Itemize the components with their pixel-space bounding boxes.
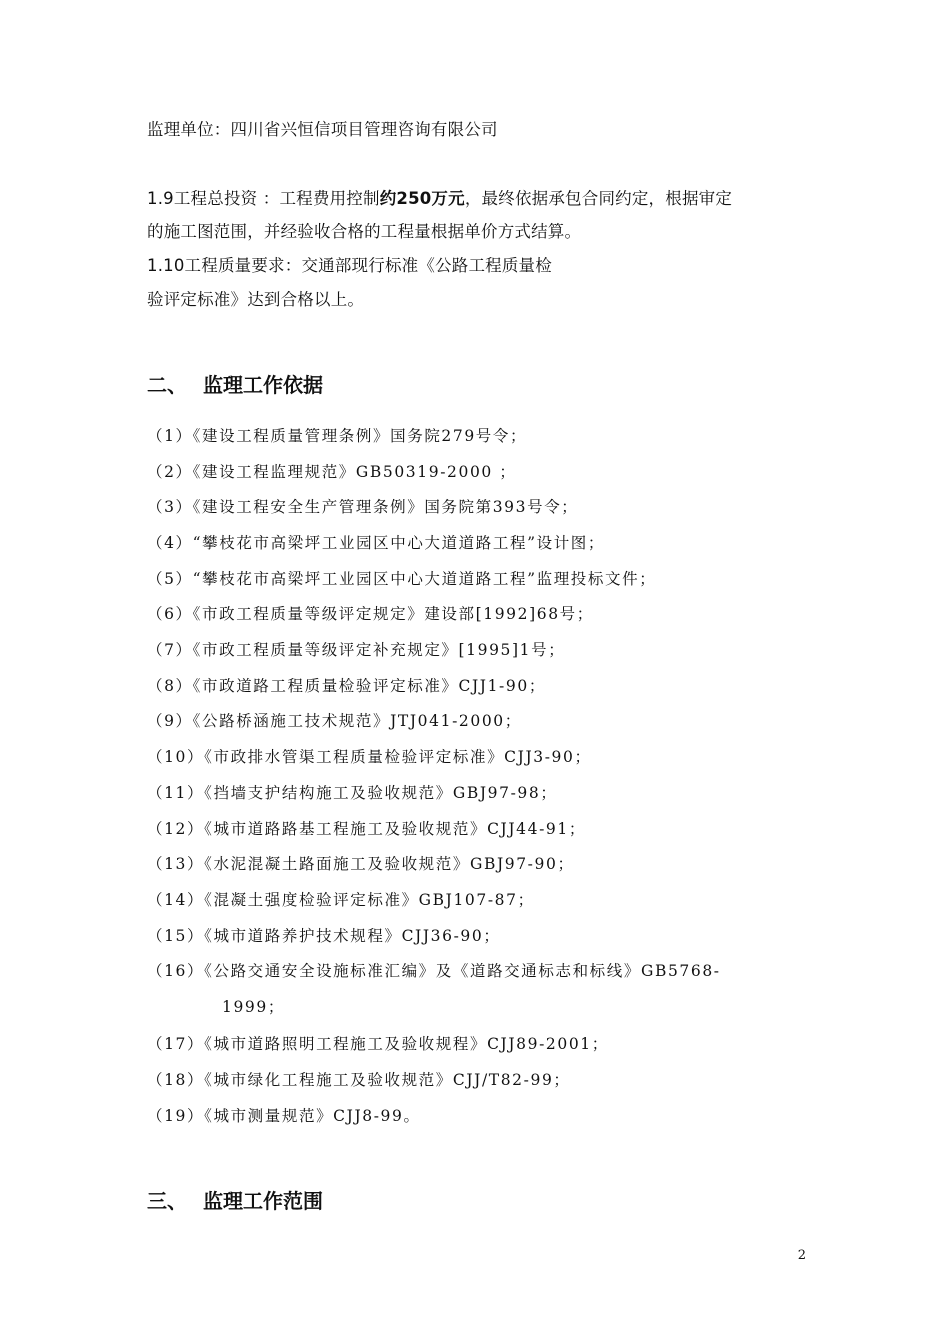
investment-text-a: 1.9工程总投资 ：工程费用控制 xyxy=(147,189,380,208)
investment-amount: 约250万元 xyxy=(379,189,465,208)
section-3-number: 三、 xyxy=(147,1189,187,1213)
quality-line-1: 1.10工程质量要求：交通部现行标准《公路工程质量检 xyxy=(147,256,552,275)
reference-item: （17）《城市道路照明工程施工及验收规程》CJJ89-2001； xyxy=(147,1035,609,1053)
section-3-title: 监理工作范围 xyxy=(203,1189,323,1213)
section-3-heading xyxy=(147,1189,323,1213)
reference-item: （14）《混凝土强度检验评定标准》GBJ107-87； xyxy=(147,891,535,909)
supervision-unit-line: 监理单位：四川省兴恒信项目管理咨询有限公司 xyxy=(147,120,498,139)
reference-item: （16）《公路交通安全设施标准汇编》及《道路交通标志和标线》GB5768- xyxy=(147,962,721,980)
reference-item: （19）《城市测量规范》CJJ8-99。 xyxy=(147,1107,421,1125)
page-number: 2 xyxy=(797,1248,806,1263)
investment-line-1 xyxy=(147,189,732,209)
reference-item: （15）《城市道路养护技术规程》CJJ36-90； xyxy=(147,927,501,945)
investment-text-b: ，最终依据承包合同约定，根据审定 xyxy=(464,189,733,208)
reference-item: （7）《市政工程质量等级评定补充规定》[1995]1号； xyxy=(147,641,566,659)
section-2-number: 二、 xyxy=(147,373,187,397)
reference-item: （9）《公路桥涵施工技术规范》JTJ041-2000； xyxy=(147,712,522,730)
reference-item: （18）《城市绿化工程施工及验收规范》CJJ/T82-99； xyxy=(147,1071,571,1089)
reference-item: （5）“攀枝花市高梁坪工业园区中心大道道路工程”监理投标文件； xyxy=(147,570,657,588)
reference-item-continuation: 1999； xyxy=(222,998,285,1016)
investment-line-2: 的施工图范围，并经验收合格的工程量根据单价方式结算。 xyxy=(147,222,582,241)
reference-item: （4）“攀枝花市高梁坪工业园区中心大道道路工程”设计图； xyxy=(147,534,606,552)
reference-item: （3）《建设工程安全生产管理条例》国务院第393号令； xyxy=(147,498,579,516)
reference-item: （10）《市政排水管渠工程质量检验评定标准》CJJ3-90； xyxy=(147,748,592,766)
reference-item: （11）《挡墙支护结构施工及验收规范》GBJ97-98； xyxy=(147,784,558,802)
reference-item: （13）《水泥混凝土路面施工及验收规范》GBJ97-90； xyxy=(147,855,575,873)
reference-item: （8）《市政道路工程质量检验评定标准》CJJ1-90； xyxy=(147,677,546,695)
section-2-title: 监理工作依据 xyxy=(203,373,323,397)
quality-line-2: 验评定标准》达到合格以上。 xyxy=(147,290,365,309)
section-2-heading xyxy=(147,373,323,397)
reference-item: （6）《市政工程质量等级评定规定》建设部[1992]68号； xyxy=(147,605,594,623)
reference-item: （1）《建设工程质量管理条例》国务院279号令； xyxy=(147,427,528,445)
reference-item: （12）《城市道路路基工程施工及验收规范》CJJ44-91； xyxy=(147,820,586,838)
reference-item: （2）《建设工程监理规范》GB50319-2000 ； xyxy=(147,463,517,481)
